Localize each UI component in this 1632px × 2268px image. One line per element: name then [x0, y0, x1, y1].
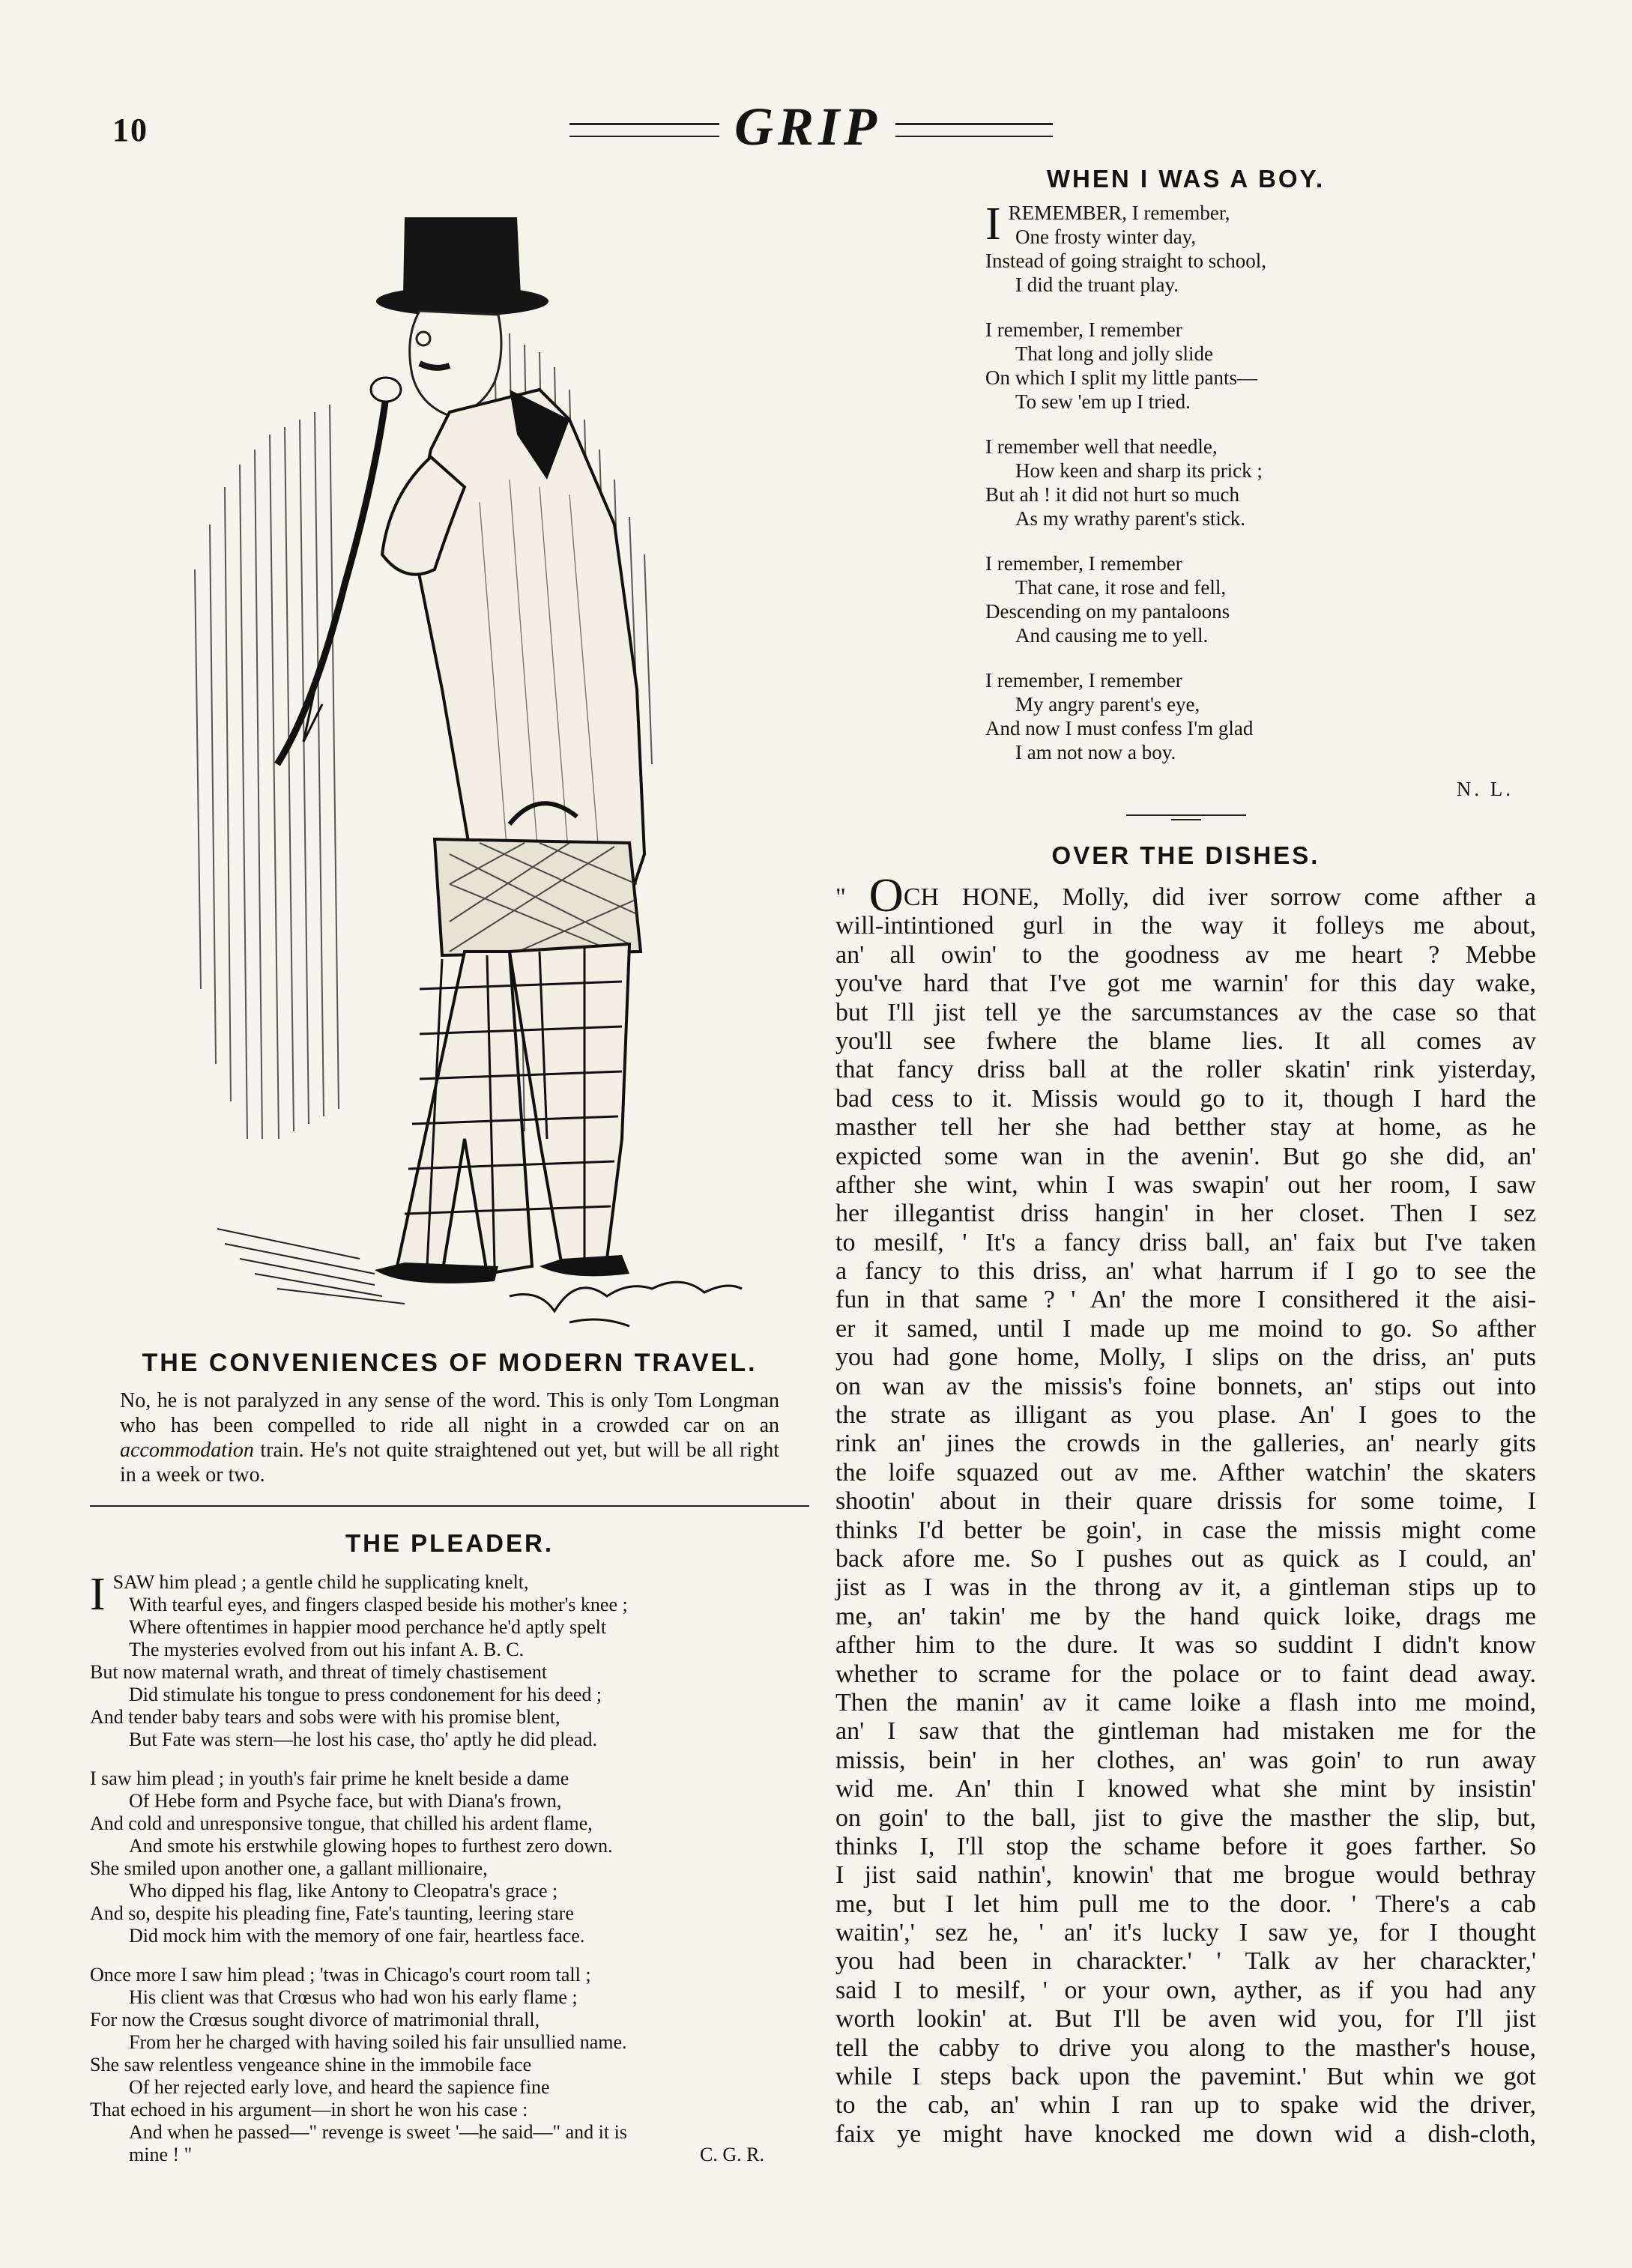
- article-line: bad cess to it. Missis would go to it, though I hard the: [835, 1084, 1536, 1113]
- poem-line: [90, 1964, 809, 1986]
- poem-stanza: [90, 1767, 809, 1947]
- poem-stanza: [985, 668, 1536, 764]
- poem-line-text: Who dipped his flag, like Antony to Cleopatra's grace ;: [129, 1880, 558, 1902]
- poem-line-text: She saw relentless vengeance shine in the immobile face: [90, 2054, 532, 2075]
- poem-line-text: To sew 'em up I tried.: [1015, 390, 1191, 413]
- gentleman-illustration-icon: [90, 165, 809, 1341]
- right-column: [835, 165, 1536, 2149]
- article-line: Then the manin' av it came loike a flash into me moind,: [835, 1688, 1536, 1717]
- poem-line: [985, 506, 1536, 530]
- article-line: jist as I was in the throng av it, a gintleman stips up to: [835, 1573, 1536, 1602]
- poem-line: [985, 599, 1536, 623]
- cartoon-illustration: [90, 165, 809, 1341]
- poem-line: [90, 1835, 809, 1857]
- article-line: shootin' about in their quare drissis for some toime, I: [835, 1487, 1536, 1516]
- pleader-title: THE PLEADER.: [345, 1529, 554, 1557]
- article-line: fun in that same ? ' An' the more I consithered it the aisi-: [835, 1286, 1536, 1314]
- left-column: [90, 165, 809, 2183]
- poem-line-text: Descending on my pantaloons: [985, 600, 1230, 623]
- poem-line-text: SAW him plead ; a gentle child he supplicating knelt,: [112, 1571, 529, 1593]
- pleader-signature: C. G. R.: [700, 2144, 764, 2165]
- poem-line: [90, 2121, 809, 2144]
- masthead-title: GRIP: [734, 97, 882, 157]
- article-line: back afore me. So I pushes out as quick as I could, an': [835, 1544, 1536, 1573]
- article-line: tell the cabby to drive you along to the masther's house,: [835, 2033, 1536, 2062]
- article-line: me, an' takin' me by the hand quick loike, drags me: [835, 1602, 1536, 1630]
- article-line: thinks I, I'll stop the schame before it goes farther. So: [835, 1832, 1536, 1860]
- poem-line: [90, 1925, 809, 1947]
- article-line: will-intintioned gurl in the way it folleys me about,: [835, 912, 1536, 940]
- poem-line-text: I saw him plead ; in youth's fair prime he knelt beside a dame: [90, 1767, 569, 1789]
- article-line: me, but I let him pull me to the door. ' There's a cab: [835, 1890, 1536, 1918]
- article-line: to mesilf, ' It's a fancy driss ball, an' faix but I've taken: [835, 1228, 1536, 1257]
- poem-line-text: I am not now a boy.: [1015, 741, 1176, 763]
- poem-line: [985, 366, 1536, 390]
- poem-line: [985, 225, 1536, 249]
- poem-line-text: I remember, I remember: [985, 669, 1182, 692]
- article-line: afther him to the dure. It was so suddint I didn't know: [835, 1631, 1536, 1660]
- poem-line-text: I remember, I remember: [985, 552, 1182, 575]
- poem-line-text: That cane, it rose and fell,: [1015, 576, 1227, 599]
- masthead: [0, 96, 1632, 156]
- page-number: 10: [112, 112, 148, 148]
- poem-line: [985, 668, 1536, 692]
- poem-line-text: With tearful eyes, and fingers clasped beside his mother's knee ;: [129, 1594, 628, 1615]
- poem-line: [90, 1790, 809, 1812]
- poem-line: [90, 1661, 809, 1684]
- poem-line-text: Did mock him with the memory of one fair, heartless face.: [129, 1925, 585, 1947]
- pleader-poem: [90, 1571, 809, 2166]
- article-line: expicted some wan in the avenin'. But go she did, an': [835, 1142, 1536, 1170]
- article-line: thinks I'd better be goin', in case the missis might come: [835, 1516, 1536, 1544]
- poem-line-text: And tender baby tears and sobs were with his promise blent,: [90, 1706, 560, 1728]
- poem-line-text: Once more I saw him plead ; 'twas in Chicago's court room tall ;: [90, 1964, 591, 1986]
- drop-cap: O: [868, 868, 904, 922]
- poem-line: [985, 716, 1536, 740]
- article-line: rink an' jines the crowds in the galleries, an' nearly gits: [835, 1430, 1536, 1458]
- article-line: said I to mesilf, ' or your own, ayther, as if you had any: [835, 1976, 1536, 2004]
- poem-line-text: Of her rejected early love, and heard the sapience fine: [129, 2076, 550, 2098]
- article-line: you'll see fwhere the blame lies. It all comes av: [835, 1026, 1536, 1055]
- poem-line-text: Of Hebe form and Psyche face, but with Diana's frown,: [129, 1790, 562, 1812]
- poem-line: [90, 1986, 809, 2009]
- poem-line-text: That long and jolly slide: [1015, 342, 1213, 365]
- article-line: to the cab, an' whin I ran up to spake wid the driver,: [835, 2091, 1536, 2120]
- poem-line: [90, 2009, 809, 2031]
- boy-poem-title: WHEN I WAS A BOY.: [1046, 165, 1326, 193]
- poem-line-text: For now the Crœsus sought divorce of matrimonial thrall,: [90, 2009, 540, 2030]
- poem-line: [985, 575, 1536, 599]
- article-line: you had gone home, Molly, I slips on the driss, an' puts: [835, 1343, 1536, 1372]
- poem-line: [90, 2076, 809, 2099]
- poem-line-text: Did stimulate his tongue to press condonement for his deed ;: [129, 1684, 602, 1705]
- poem-line: [985, 390, 1536, 414]
- cartoon-caption: [90, 1388, 809, 1487]
- poem-stanza: [985, 318, 1536, 414]
- drop-cap: I: [90, 1569, 106, 1620]
- poem-stanza: [90, 1964, 809, 2166]
- article-line: [835, 868, 1536, 922]
- poem-stanza: [90, 1571, 809, 1751]
- poem-line: [90, 1729, 809, 1751]
- article-line: you've hard that I've got me warnin' for this day wake,: [835, 970, 1536, 998]
- poem-line-text: How keen and sharp its prick ;: [1015, 459, 1263, 482]
- article-line: her illegantist driss hangin' in her closet. Then I sez: [835, 1200, 1536, 1228]
- poem-line: [90, 2031, 809, 2054]
- poem-line: [90, 1812, 809, 1835]
- article-line: that fancy driss ball at the roller skatin' rink yisterday,: [835, 1056, 1536, 1084]
- poem-line-text: But ah ! it did not hurt so much: [985, 483, 1239, 506]
- poem-line-text: Instead of going straight to school,: [985, 250, 1266, 272]
- poem-line-text: The mysteries evolved from out his infant A. B. C.: [129, 1639, 525, 1660]
- article-line: an' I saw that the gintleman had mistaken me for the: [835, 1717, 1536, 1746]
- article-line: I jist said nathin', knowin' that me brogue would bethray: [835, 1861, 1536, 1890]
- poem-line: [985, 318, 1536, 342]
- poem-line: [985, 483, 1536, 506]
- article-line: but I'll jist tell ye the sarcumstances av the case so that: [835, 998, 1536, 1026]
- article-line: on goin' to the ball, jist to give the masther the slip, but,: [835, 1803, 1536, 1832]
- poem-line-text: On which I split my little pants—: [985, 366, 1257, 389]
- poem-line-text: One frosty winter day,: [1015, 226, 1197, 248]
- masthead-rule-right: [895, 123, 1053, 137]
- poem-line-text: That echoed in his argument—in short he won his case :: [90, 2099, 528, 2120]
- article-line: you had been in charackter.' ' Talk av her charackter,': [835, 1947, 1536, 1976]
- boy-poem: [835, 201, 1536, 764]
- poem-line: [90, 1639, 809, 1661]
- dishes-article: [835, 868, 1536, 2149]
- drop-cap: I: [985, 199, 1001, 250]
- article-line: waitin',' sez he, ' an' it's lucky I saw ye, for I thought: [835, 1919, 1536, 1947]
- poem-line: [90, 2099, 809, 2121]
- poem-line: [90, 1880, 809, 1902]
- poem-line: [90, 1767, 809, 1790]
- cartoon-title: THE CONVENIENCES OF MODERN TRAVEL.: [142, 1349, 758, 1377]
- cartoon-caption-part-1: No, he is not paralyzed in any sense of the word. This is only Tom Longman who has been compelled to ride all night in a crowded car on an: [120, 1389, 779, 1437]
- section-divider-short: [1126, 814, 1246, 816]
- poem-line-text: And cold and unresponsive tongue, that chilled his ardent flame,: [90, 1812, 593, 1834]
- poem-line: [985, 692, 1536, 716]
- poem-line: [985, 740, 1536, 764]
- poem-line-text: She smiled upon another one, a gallant millionaire,: [90, 1857, 488, 1879]
- poem-line: [985, 273, 1536, 297]
- poem-line-text: And now I must confess I'm glad: [985, 717, 1254, 740]
- poem-stanza: [985, 551, 1536, 647]
- poem-line-text: From her he charged with having soiled his fair unsullied name.: [129, 2031, 627, 2053]
- article-line: faix ye might have knocked me down wid a dish-cloth,: [835, 2120, 1536, 2148]
- masthead-rule-left: [569, 123, 719, 137]
- poem-line: [90, 2144, 809, 2166]
- poem-line: [90, 1684, 809, 1706]
- poem-line-text: REMEMBER, I remember,: [1008, 202, 1230, 224]
- poem-line-text: My angry parent's eye,: [1015, 693, 1200, 716]
- poem-line-text: But now maternal wrath, and threat of timely chastisement: [90, 1661, 548, 1683]
- poem-line: [90, 1857, 809, 1880]
- poem-line-text: I did the truant play.: [1015, 273, 1179, 296]
- article-line: a fancy to this driss, an' what harrum if I go to see the: [835, 1257, 1536, 1286]
- poem-line: [985, 459, 1536, 483]
- section-divider: [90, 1505, 809, 1507]
- poem-line-text: But Fate was stern—he lost his case, tho' aptly he did plead.: [129, 1729, 597, 1750]
- poem-line: [985, 623, 1536, 647]
- poem-line-text: And causing me to yell.: [1015, 624, 1209, 647]
- poem-line-text: And smote his erstwhile glowing hopes to furthest zero down.: [129, 1835, 613, 1857]
- poem-line-text: His client was that Crœsus who had won his early flame ;: [129, 1986, 578, 2008]
- poem-line: [985, 249, 1536, 273]
- article-line: er it samed, until I made up me moind to go. So afther: [835, 1314, 1536, 1343]
- poem-line-text: Where oftentimes in happier mood perchance he'd aptly spelt: [129, 1616, 607, 1638]
- article-line: on wan av the missis's foine bonnets, an' stips out into: [835, 1372, 1536, 1400]
- article-line: afther she wint, whin I was swapin' out her room, I saw: [835, 1170, 1536, 1199]
- article-line: missis, bein' in her clothes, an' was goin' to run away: [835, 1746, 1536, 1774]
- poem-line-text: mine ! ": [129, 2144, 193, 2165]
- dishes-title: OVER THE DISHES.: [1051, 841, 1320, 869]
- poem-line: [985, 435, 1536, 459]
- poem-line: [90, 1616, 809, 1639]
- article-line: masther tell her she had betther stay at home, as he: [835, 1113, 1536, 1142]
- poem-line-text: I remember, I remember: [985, 318, 1182, 341]
- article-line: the loife squazed out av me. Afther watchin' the skaters: [835, 1458, 1536, 1487]
- poem-line: [90, 1706, 809, 1729]
- poem-stanza: [985, 435, 1536, 530]
- poem-line-text: And so, despite his pleading fine, Fate's taunting, leering stare: [90, 1902, 574, 1924]
- poem-stanza: [985, 201, 1536, 297]
- poem-line: [90, 1902, 809, 1925]
- poem-line: [90, 1594, 809, 1616]
- article-line: worth lookin' at. But I'll be aven wid you, for I'll jist: [835, 2005, 1536, 2033]
- article-line-text: ": [835, 883, 869, 911]
- poem-line-text: And when he passed—" revenge is sweet '—he said—" and it is: [129, 2121, 627, 2143]
- poem-line: [90, 2054, 809, 2076]
- poem-line: [985, 342, 1536, 366]
- boy-poem-signature: N. L.: [1456, 778, 1514, 800]
- article-line: while I steps back upon the pavemint.' But whin we got: [835, 2063, 1536, 2091]
- article-line-text: CH HONE, Molly, did iver sorrow come afther a: [903, 883, 1536, 911]
- article-line: wid me. An' thin I knowed what she mint by insistin': [835, 1775, 1536, 1803]
- cartoon-caption-part-2: train. He's not quite straightened out yet, but will be all right in a week or two.: [120, 1439, 779, 1487]
- poem-line-text: I remember well that needle,: [985, 435, 1218, 458]
- cartoon-caption-emphasis: accommodation: [120, 1439, 254, 1462]
- poem-line: [985, 551, 1536, 575]
- article-line: an' all owin' to the goodness av me heart ? Mebbe: [835, 940, 1536, 969]
- article-line: the strate as illigant as you plase. An' I goes to the: [835, 1401, 1536, 1430]
- article-line: whether to scrame for the polace or to faint dead away.: [835, 1660, 1536, 1688]
- poem-line-text: As my wrathy parent's stick.: [1015, 507, 1246, 530]
